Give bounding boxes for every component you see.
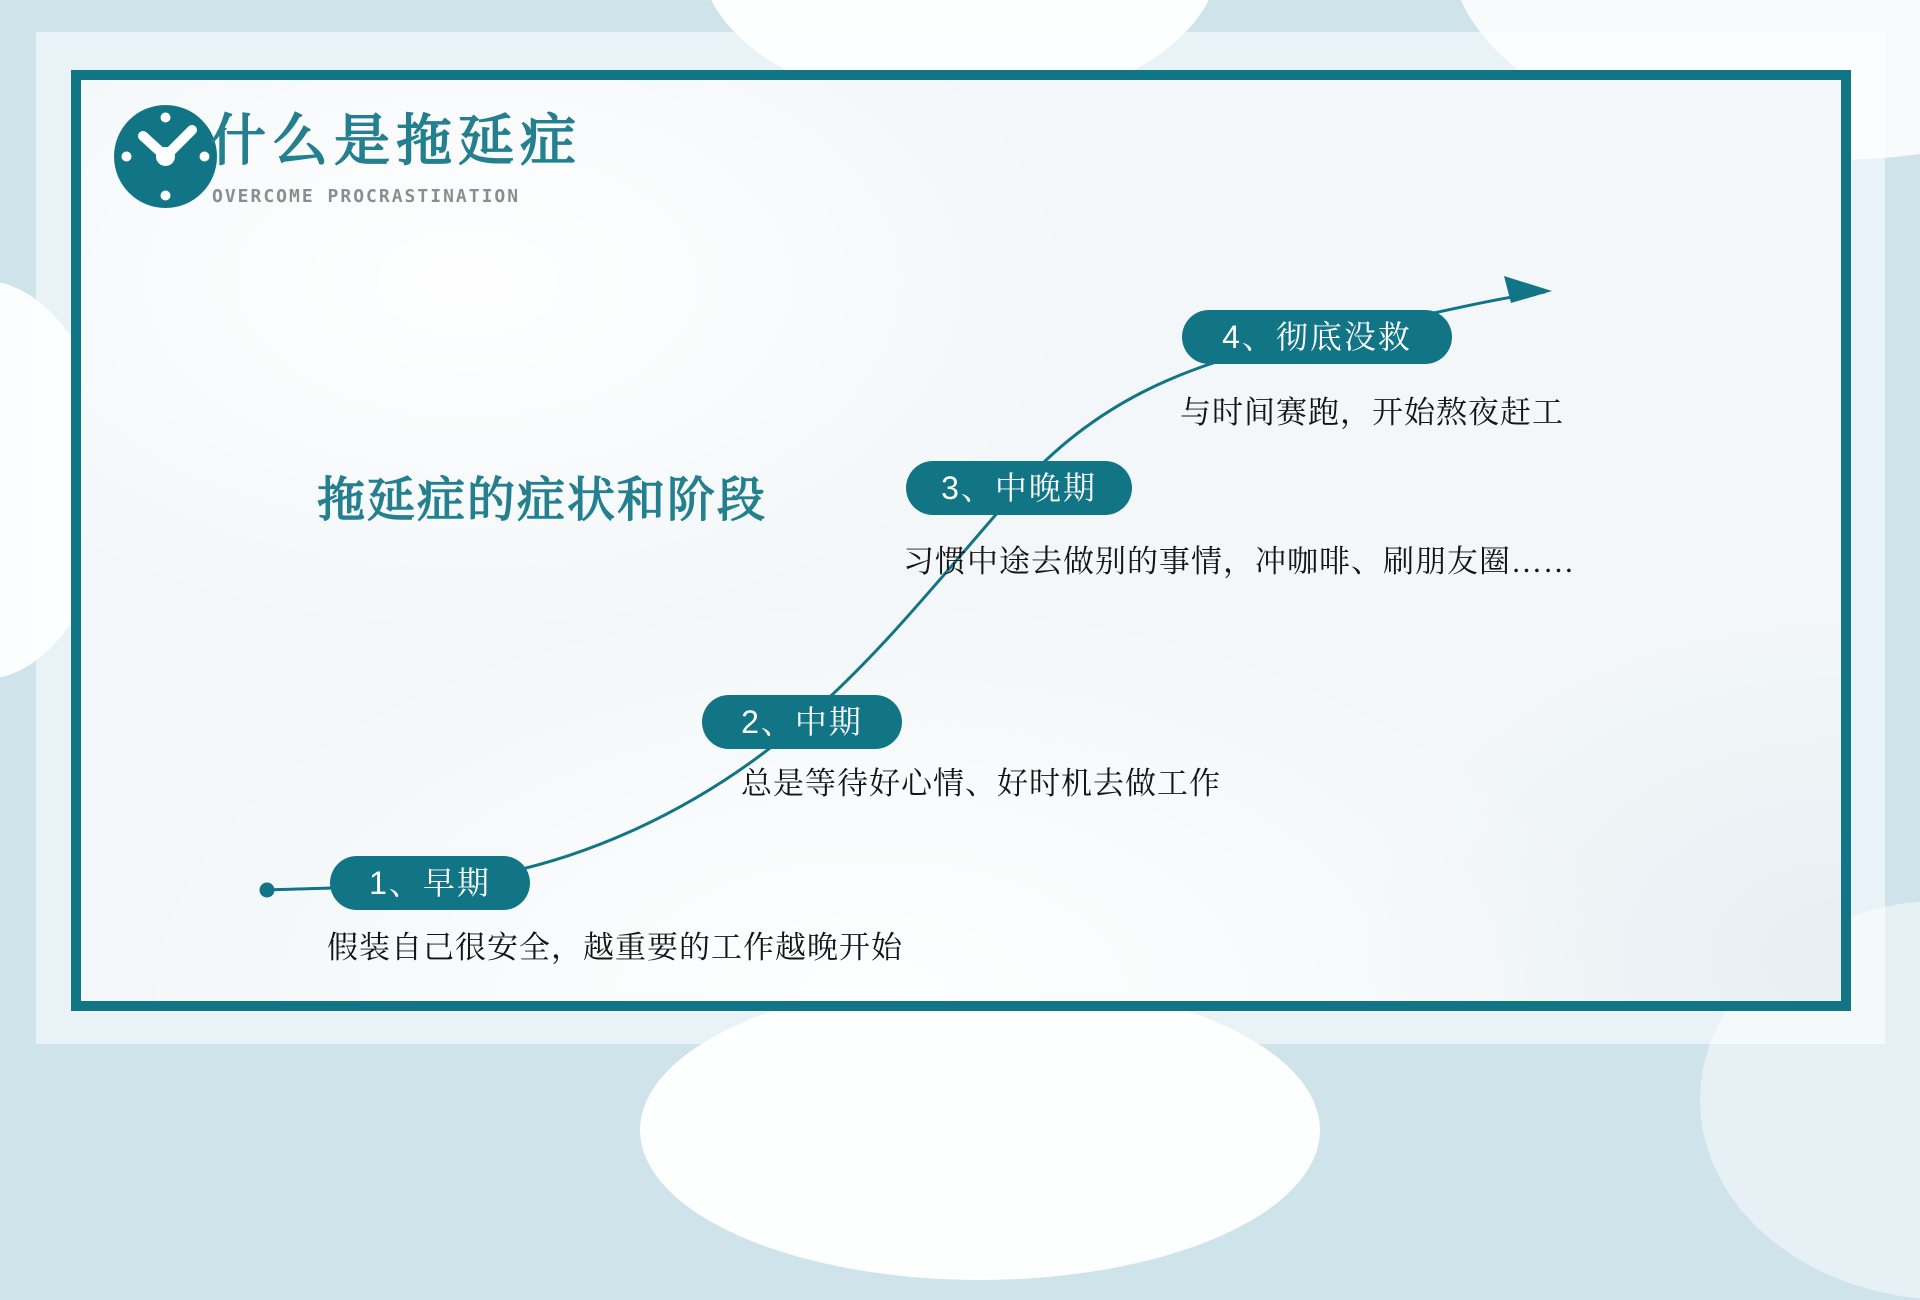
stage-pill-middle: 2、中期 bbox=[702, 695, 902, 749]
stage-description-hopeless: 与时间赛跑，开始熬夜赶工 bbox=[1180, 395, 1564, 430]
stage-description-mid-late: 习惯中途去做别的事情，冲咖啡、刷朋友圈…… bbox=[903, 544, 1575, 579]
stage-description-middle: 总是等待好心情、好时机去做工作 bbox=[741, 766, 1221, 801]
stage-description-early: 假装自己很安全，越重要的工作越晚开始 bbox=[327, 930, 903, 965]
stage-pill-early: 1、早期 bbox=[330, 856, 530, 910]
stage-pill-mid-late: 3、中晚期 bbox=[906, 461, 1132, 515]
clock-icon bbox=[114, 105, 217, 208]
page-title: 什么是拖延症 bbox=[210, 109, 582, 172]
section-heading: 拖延症的症状和阶段 bbox=[317, 474, 768, 527]
page-subtitle: OVERCOME PROCRASTINATION bbox=[212, 186, 521, 207]
stage-pill-hopeless: 4、彻底没救 bbox=[1182, 310, 1452, 364]
